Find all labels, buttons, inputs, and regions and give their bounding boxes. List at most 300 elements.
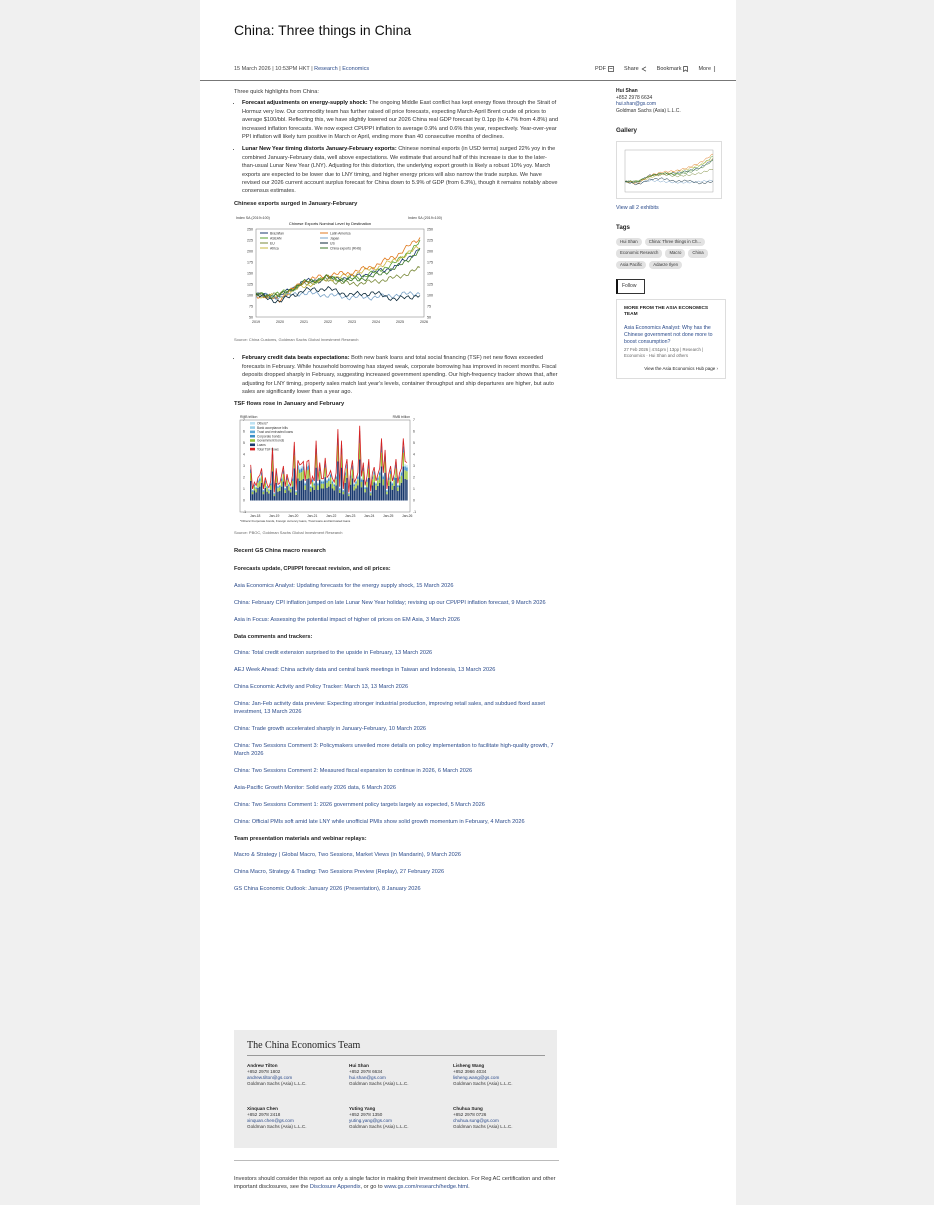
chart1-legend-label: Africa — [270, 246, 279, 251]
chart2-ytick-right: 5 — [413, 440, 415, 445]
chart2-bar-corpbonds — [332, 481, 333, 483]
chart2-bar-govbonds — [393, 480, 394, 486]
chart2-bar-loans — [265, 488, 266, 501]
chart2-bar-loans — [381, 466, 382, 500]
research-link[interactable]: Asia in Focus: Assessing the potential impact of higher oil prices on EM Asia, 3 March 2026 — [234, 616, 461, 623]
chart2-bar-loans — [399, 485, 400, 500]
chart2-bar-govbonds — [277, 488, 278, 492]
chart1-legend-label: Brazil/lan — [270, 231, 284, 236]
chart2-bar-loans — [295, 495, 296, 501]
chart2-legend-label: Corporate bonds — [257, 434, 281, 439]
more-vertical-icon — [713, 66, 716, 72]
chart2-bar-govbonds — [274, 494, 275, 496]
gallery-heading: Gallery — [616, 127, 637, 134]
chart2-bar-corpbonds — [334, 484, 335, 486]
chart2-ytick-right: 0 — [413, 498, 415, 503]
chart2-ytick-left: -1 — [243, 509, 247, 514]
chart2-bar-others — [392, 482, 393, 483]
team-box — [234, 1030, 557, 1148]
chart2-bar-loans — [301, 480, 302, 500]
chart2-ytick-left: 7 — [243, 417, 245, 422]
chart2-xtick: Jan-19 — [269, 513, 280, 518]
chart2-bar-corpbonds — [263, 490, 264, 491]
chart1-ytick-right: 200 — [427, 249, 433, 254]
follow-button[interactable]: Follow — [616, 279, 645, 294]
chart2-bar-others — [314, 482, 315, 483]
chart2-bar-loans — [272, 471, 273, 500]
chart2-bar-govbonds — [355, 483, 356, 488]
member-email[interactable]: lisheng.wang@gs.com — [453, 1075, 500, 1080]
article-actions — [595, 66, 716, 72]
chart2-bar-loans — [363, 479, 364, 500]
chart2-bar-corpbonds — [321, 481, 322, 483]
chart2-bar-govbonds — [285, 490, 286, 493]
chart2-bar-govbonds — [361, 482, 362, 487]
chart1-legend-label: US — [330, 241, 335, 246]
chart2-bar-govbonds — [310, 488, 311, 492]
chart2-bar-corpbonds — [339, 488, 340, 489]
author-card: Hui Shan +852 2978 6634 hui.shan@gs.com Goldman Sachs (Asia) L.L.C. — [616, 88, 726, 114]
chart2-legend-label: Trust and entrusted loans — [257, 429, 294, 434]
chart2-xtick: Jan-24 — [364, 513, 375, 518]
author-email[interactable]: hui.shan@gs.com — [616, 101, 657, 107]
disclosure-appendix-link[interactable]: Disclosure Appendix — [309, 1184, 361, 1190]
chart2-bar-others — [268, 488, 269, 489]
member-email[interactable]: chuhua.sung@gs.com — [453, 1118, 499, 1123]
chart2-bar-loans — [357, 485, 358, 500]
chart2-bar-govbonds — [348, 494, 349, 496]
chart2-bar-loans — [350, 484, 351, 500]
chart2-bar-loans — [361, 487, 362, 500]
chart2-legend-label: Total TSF flows — [257, 447, 279, 452]
research-link[interactable]: China: Trade growth accelerated sharply in January-February, 10 March 2026 — [234, 725, 427, 732]
chart2-bar-loans — [314, 489, 315, 500]
chart2-bar-govbonds — [339, 490, 340, 493]
chart1-ytick-right: 125 — [427, 282, 433, 287]
chart2-bar-corpbonds — [255, 487, 256, 488]
chart2-bar-loans — [281, 486, 282, 500]
chart2-ytick-right: 2 — [413, 475, 415, 480]
chart2-bar-govbonds — [290, 489, 291, 492]
chart1-source: Source: China Customs, Goldman Sachs Global Investment Research — [234, 337, 359, 343]
category-research-link[interactable]: Research — [314, 66, 338, 72]
gallery-thumbnail[interactable] — [616, 141, 722, 199]
chart2-bar-others — [317, 482, 318, 483]
member-phone: +852 2978 1350 — [349, 1112, 383, 1117]
category-economics-link[interactable]: Economics — [342, 66, 370, 72]
chart2-bar-loans — [373, 482, 374, 500]
chart2-ytick-right: 7 — [413, 417, 415, 422]
share-icon — [641, 66, 647, 72]
chart2-legend-swatch — [250, 439, 255, 442]
chart2-bar-govbonds — [286, 480, 287, 486]
chart2-bar-corpbonds — [375, 483, 376, 485]
chart2-bar-loans — [352, 478, 353, 500]
member-phone: +852 2978 0726 — [453, 1112, 487, 1117]
chart2-bar-govbonds — [343, 491, 344, 494]
team-member — [349, 1106, 449, 1130]
chart2-ytick-left: 0 — [243, 498, 245, 503]
chart2-bar-loans — [335, 485, 336, 500]
chart2-ytick-right: 1 — [413, 486, 415, 491]
chart2-bar-govbonds — [404, 470, 405, 479]
member-email[interactable]: hui.shan@gs.com — [349, 1075, 386, 1080]
disclosure: Investors should consider this report as only a single factor in making their investment decision. For Reg AC certification and other important disclosures, see the Disclosure Appendix, or go to www.gs.com/research/hedge.html. — [234, 1160, 559, 1191]
research-link[interactable]: China: Jan-Feb activity data preview: Expecting stronger industrial production, improving retail sales, and subdued fixed asset investment, 13 March 2026 — [234, 700, 545, 715]
chart1-xtick: 2021 — [300, 320, 308, 325]
research-link[interactable]: China: February CPI inflation jumped on late Lunar New Year holiday; revising up our CPI/PPI inflation forecast, 9 March 2026 — [234, 599, 546, 606]
research-link[interactable]: China Economic Activity and Policy Tracker: March 13, 13 March 2026 — [234, 683, 409, 690]
chart2-bar-others — [397, 484, 398, 485]
member-phone: +852 2978 1802 — [247, 1069, 281, 1074]
pdf-icon — [608, 66, 614, 72]
chart2-bar-others — [321, 480, 322, 481]
bookmark-button[interactable]: Bookmark — [657, 66, 689, 72]
chart2-bar-others — [279, 484, 280, 485]
chart2-bar-loans — [306, 479, 307, 501]
chart2-bar-others — [263, 490, 264, 491]
team-divider — [247, 1055, 545, 1056]
member-phone: +852 2978 2418 — [247, 1112, 281, 1117]
research-link[interactable]: China: Official PMIs soft amid late LNY while unofficial PMIs show solid growth momentum in February, 4 March 2026 — [234, 818, 525, 825]
chart2-bar-others — [370, 492, 371, 493]
chart2-bar-others — [354, 483, 355, 484]
research-link[interactable]: Macro & Strategy | Global Macro, Two Sessions, Market Views (in Mandarin), 9 March 2026 — [234, 852, 461, 859]
research-link[interactable]: China Macro, Strategy & Trading: Two Sessions Preview (Replay), 27 February 2026 — [234, 869, 445, 876]
chart2-bar-loans — [257, 488, 258, 501]
research-link[interactable]: Asia Economics Analyst: Updating forecasts for the energy supply shock, 15 March 2026 — [234, 582, 454, 589]
chart2-bar-others — [364, 486, 365, 487]
chart1-right-axis-label: Index SA (2019=100) — [408, 216, 442, 221]
chart2-bar-govbonds — [263, 491, 264, 494]
chart2-bar-govbonds — [321, 483, 322, 488]
chart2-bar-loans — [250, 481, 251, 501]
chart2-bar-govbonds — [279, 487, 280, 491]
tag-chip[interactable]: China: Three things in Ch... — [645, 238, 705, 247]
chart2-bar-govbonds — [306, 470, 307, 479]
chart2-bar-corpbonds — [383, 476, 384, 479]
chart2-bar-govbonds — [292, 481, 293, 487]
chart2-bar-others — [252, 490, 253, 491]
chart2-bar-govbonds — [257, 483, 258, 488]
chart2-bar-loans — [308, 478, 309, 500]
chart1-legend-label: Latin America — [330, 231, 351, 236]
chart2-bar-loans — [372, 485, 373, 500]
chart2-xtick: Jan-21 — [307, 513, 318, 518]
chart2-bar-govbonds — [377, 480, 378, 486]
chart1-xtick: 2020 — [276, 320, 284, 325]
chart2-bar-corpbonds — [348, 493, 349, 494]
chart2-bar-loans — [317, 489, 318, 500]
chart1-ytick-right: 175 — [427, 260, 433, 265]
chart2-legend-label: Government bonds — [257, 438, 285, 443]
chart2-bar-corpbonds — [310, 486, 311, 488]
exports-line-chart[interactable] — [234, 211, 444, 335]
tsf-bar-chart[interactable] — [234, 412, 424, 528]
bookmark-icon — [683, 66, 688, 72]
chart2-bar-loans — [334, 490, 335, 500]
chart2-legend-label: Bank acceptance bills — [257, 425, 288, 430]
chart2-bar-govbonds — [266, 488, 267, 492]
research-link[interactable]: China: Two Sessions Comment 1: 2026 government policy targets largely as expected, 5 March 2026 — [234, 801, 485, 808]
chart2-bar-loans — [401, 483, 402, 501]
research-link[interactable]: China: Two Sessions Comment 3: Policymakers unveiled more details on policy implementation to facilitate high-quality growth, 7 March 2026 — [234, 742, 554, 757]
chart2-bar-govbonds — [252, 491, 253, 494]
chart2-bar-corpbonds — [393, 477, 394, 480]
chart2-bar-govbonds — [268, 490, 269, 493]
chart2-bar-corpbonds — [279, 485, 280, 487]
research-link[interactable]: Asia-Pacific Growth Monitor: Solid early 2026 data, 6 March 2026 — [234, 784, 396, 791]
chart2-bar-corpbonds — [304, 483, 305, 485]
chart2-legend-swatch — [250, 422, 255, 425]
member-name[interactable]: Yuting Yang — [349, 1106, 376, 1111]
chart2-bar-loans — [268, 493, 269, 500]
article-page — [200, 0, 736, 1205]
research-group-heading: Data comments and trackers: — [234, 633, 313, 640]
chart1-ytick-left: 75 — [249, 304, 253, 309]
chart2-bar-loans — [377, 486, 378, 501]
chart1-xtick: 2026 — [420, 320, 428, 325]
chart2-bar-loans — [328, 486, 329, 500]
chart2-bar-corpbonds — [343, 490, 344, 491]
chart2-bar-govbonds — [328, 481, 329, 487]
tag-list — [616, 238, 724, 270]
more-button[interactable]: More — [698, 66, 716, 72]
chart2-bar-corpbonds — [401, 472, 402, 475]
chart2-bar-corpbonds — [314, 483, 315, 485]
chart2-ytick-left: 3 — [243, 463, 245, 468]
team-member — [453, 1106, 553, 1130]
chart2-bar-loans — [332, 488, 333, 500]
chart2-bar-others — [323, 480, 324, 481]
chart1-left-axis-label: Index SA (2019=100) — [236, 216, 270, 221]
member-firm: Goldman Sachs (Asia) L.L.C. — [453, 1124, 513, 1129]
chart2-bar-loans — [406, 479, 407, 500]
chart2-bar-others — [361, 478, 362, 479]
chart2-bar-corpbonds — [323, 481, 324, 483]
tags-heading: Tags — [616, 224, 630, 231]
pdf-button[interactable]: PDF — [595, 66, 614, 72]
chart2-legend-swatch — [250, 426, 255, 429]
more-item-meta: 27 Feb 2026 | 4:51pm | 13pp | Research | Economics · Hui Shan and others — [624, 346, 704, 358]
chart2-bar-loans — [255, 492, 256, 500]
chart2-bar-corpbonds — [370, 492, 371, 493]
chart2-bar-loans — [379, 483, 380, 501]
chart2-bar-corpbonds — [364, 487, 365, 488]
chevron-right-icon: › — [716, 365, 718, 371]
chart2-bar-govbonds — [326, 483, 327, 488]
hedge-url-link[interactable]: www.gs.com/research/hedge.html — [384, 1184, 469, 1190]
chart2-bar-corpbonds — [277, 486, 278, 488]
chart2-bar-loans — [386, 494, 387, 500]
chart2-bar-loans — [294, 468, 295, 500]
chart2-bar-others — [285, 487, 286, 488]
chart2-bar-govbonds — [314, 485, 315, 489]
chart2-bar-govbonds — [254, 486, 255, 490]
chart2-bar-govbonds — [375, 485, 376, 489]
chart2-bar-others — [339, 487, 340, 488]
chart2-bar-loans — [285, 493, 286, 501]
chart2-bar-others — [277, 485, 278, 486]
more-item-title[interactable]: Asia Economics Analyst: Why has the Chinese government not done more to boost consumption? — [624, 324, 713, 345]
tag-chip[interactable]: Macro — [665, 249, 685, 258]
chart1-ytick-right: 75 — [427, 304, 431, 309]
chart2-bar-loans — [397, 491, 398, 500]
chart2-bar-loans — [275, 483, 276, 501]
chart2-ytick-left: 4 — [243, 452, 245, 457]
chart2-xtick: Jan-22 — [326, 513, 337, 518]
research-link[interactable]: China: Two Sessions Comment 2: Measured fiscal expansion to continue in 2026, 6 March 2026 — [234, 767, 473, 774]
chart1-series-line — [256, 248, 420, 299]
team-member — [247, 1063, 347, 1087]
member-email[interactable]: xinquan.chen@gs.com — [247, 1118, 294, 1123]
thumb-series-line — [625, 154, 713, 184]
chart2-bar-corpbonds — [355, 481, 356, 483]
chart2-bar-loans — [315, 467, 316, 500]
member-email[interactable]: yuting.yang@gs.com — [349, 1118, 392, 1123]
chart2-bar-corpbonds — [357, 476, 358, 479]
chart2-legend-swatch — [250, 435, 255, 438]
chart2-bar-govbonds — [370, 493, 371, 495]
chart2-xtick: Jan-23 — [345, 513, 356, 518]
chart2-ytick-right: 3 — [413, 463, 415, 468]
member-name[interactable]: Andrew Tilton — [247, 1063, 278, 1068]
chart2-bar-loans — [392, 489, 393, 500]
view-hub-link[interactable]: View the Asia Economics Hub page › — [644, 365, 718, 371]
chart2-bar-loans — [368, 477, 369, 500]
research-link[interactable]: China: Total credit extension surprised to the upside in February, 13 March 2026 — [234, 649, 433, 656]
chart2-legend-swatch — [250, 443, 255, 446]
chart2-bar-govbonds — [406, 471, 407, 479]
member-name[interactable]: Chuhua Sung — [453, 1106, 483, 1111]
tag-chip[interactable]: Asia Pacific — [616, 261, 646, 270]
team-heading: The China Economics Team — [247, 1040, 361, 1051]
chart2-bar-corpbonds — [285, 488, 286, 489]
chart2-bar-others — [375, 482, 376, 483]
research-link[interactable]: AEJ Week Ahead: China activity data and central bank meetings in Taiwan and Indonesia, 13 March 2026 — [234, 666, 496, 673]
article-meta: 15 March 2026 | 10:53PM HKT | Research | Economics — [234, 66, 370, 72]
chart2-bar-loans — [393, 486, 394, 501]
member-name[interactable]: Xinquan Chen — [247, 1106, 278, 1111]
chart2-bar-loans — [343, 494, 344, 500]
tag-chip[interactable]: Economic Research — [616, 249, 662, 258]
research-group-heading: Forecasts update, CPI/PPI forecast revision, and oil prices: — [234, 566, 391, 573]
chart1-ytick-left: 50 — [249, 315, 253, 320]
chart2-source: Source: PBOC, Goldman Sachs Global Investment Research — [234, 529, 343, 535]
chart2-bar-loans — [261, 483, 262, 501]
chart2-bar-loans — [346, 477, 347, 500]
chart2-bar-govbonds — [401, 475, 402, 482]
chart2-bar-corpbonds — [252, 490, 253, 491]
chart2-bar-govbonds — [386, 491, 387, 494]
chart2-bar-govbonds — [335, 479, 336, 485]
article-body — [234, 88, 559, 902]
highlight-item: • Lunar New Year timing distorts January-February exports: Chinese nominal exports (in USD terms) surged 22% yoy in the combined January-February data, well above expectations. We estimate that around half of this increase is due to the later-than-usual Lunar New Year (LNY). Adjusting for this distortion, the underlying export growth is likely a robust 10% yoy. March exports are expected to be lower due to LNY timing, and higher energy prices will also narrow the trade surplus. We have revised our 2026 current account surplus forecast for China down to 5.9% of GDP (from 6.3%), though it remains notably above consensus estimates. — [242, 145, 559, 195]
intro-text: Three quick highlights from China: — [234, 89, 319, 95]
chart2-bar-govbonds — [312, 482, 313, 487]
author-name[interactable]: Hui Shan — [616, 88, 638, 94]
chart2-bar-corpbonds — [295, 491, 296, 492]
chart2-bar-loans — [370, 495, 371, 500]
chart2-legend-swatch — [250, 430, 255, 433]
chart2-bar-govbonds — [301, 472, 302, 480]
chart2-ytick-left: 6 — [243, 429, 245, 434]
view-all-exhibits-link[interactable]: View all 2 exhibits — [616, 204, 659, 211]
chart2-bar-corpbonds — [361, 479, 362, 481]
chart2-xtick: Jan-18 — [250, 513, 261, 518]
chart2-bar-corpbonds — [290, 487, 291, 488]
chart2-bar-loans — [279, 491, 280, 500]
chart1-title: Chinese Exports Nominal Level by Destination — [288, 221, 372, 227]
chart2-bar-corpbonds — [288, 484, 289, 486]
chart2-bar-govbonds — [319, 471, 320, 479]
chart2-bar-loans — [259, 486, 260, 500]
chart1-xtick: 2022 — [324, 320, 332, 325]
member-email[interactable]: andrew.tilton@gs.com — [247, 1075, 293, 1080]
research-link[interactable]: GS China Economic Outlook: January 2026 (Presentation), 8 January 2026 — [234, 886, 421, 893]
team-member — [247, 1106, 347, 1130]
chart2-bar-loans — [341, 467, 342, 500]
tag-chip[interactable]: Hui Shan — [616, 238, 642, 247]
chart2-bar-loans — [344, 483, 345, 501]
chart2-bar-loans — [326, 488, 327, 501]
research-heading: Recent GS China macro research — [234, 547, 326, 554]
chart2-bar-loans — [310, 491, 311, 500]
chart2-bar-loans — [390, 481, 391, 500]
chart2-legend-swatch — [250, 448, 255, 451]
chart1-ytick-left: 150 — [247, 271, 253, 276]
chart2-bar-others — [383, 475, 384, 477]
chart2-bar-corpbonds — [301, 468, 302, 472]
chart2-bar-loans — [292, 486, 293, 500]
tag-chip[interactable]: China — [688, 249, 707, 258]
chart2-bar-corpbonds — [404, 466, 405, 470]
chart2-bar-govbonds — [332, 483, 333, 488]
chart2-bar-others — [401, 470, 402, 472]
chart1-ytick-right: 150 — [427, 271, 433, 276]
share-button[interactable]: Share — [624, 66, 647, 72]
chart2-bar-govbonds — [364, 489, 365, 492]
member-firm: Goldman Sachs (Asia) L.L.C. — [247, 1081, 307, 1086]
chart2-bar-corpbonds — [274, 493, 275, 494]
tag-chip[interactable]: Adaeze Ilyen — [649, 261, 682, 270]
thumb-series-line — [625, 157, 713, 182]
chart2-bar-others — [334, 483, 335, 484]
chart2-bar-govbonds — [334, 486, 335, 490]
chart2-legend-label: Loans — [257, 442, 266, 447]
member-firm: Goldman Sachs (Asia) L.L.C. — [247, 1124, 307, 1129]
chart1-ytick-left: 200 — [247, 249, 253, 254]
research-group-heading: Team presentation materials and webinar replays: — [234, 835, 367, 842]
chart2-bar-others — [406, 465, 407, 467]
chart2-bar-loans — [354, 490, 355, 500]
chart1-ytick-right: 250 — [427, 227, 433, 232]
chart2-bar-govbonds — [299, 473, 300, 481]
chart2-bar-corpbonds — [386, 490, 387, 491]
chart2-xtick: Jan-26 — [402, 513, 413, 518]
chart2-bar-others — [326, 479, 327, 480]
chart2-bar-loans — [288, 490, 289, 500]
more-from-team-box — [616, 299, 726, 380]
chart2-bar-others — [328, 477, 329, 479]
member-name[interactable]: Hui Shan — [349, 1063, 369, 1068]
chart2-right-axis-label: RMB trillion — [392, 414, 410, 419]
chart2-ytick-right: 4 — [413, 452, 415, 457]
chart2-bar-loans — [299, 481, 300, 501]
member-name[interactable]: Lisheng Wang — [453, 1063, 485, 1068]
chart2-bar-loans — [355, 488, 356, 500]
article-date: 15 March 2026 — [234, 66, 271, 72]
